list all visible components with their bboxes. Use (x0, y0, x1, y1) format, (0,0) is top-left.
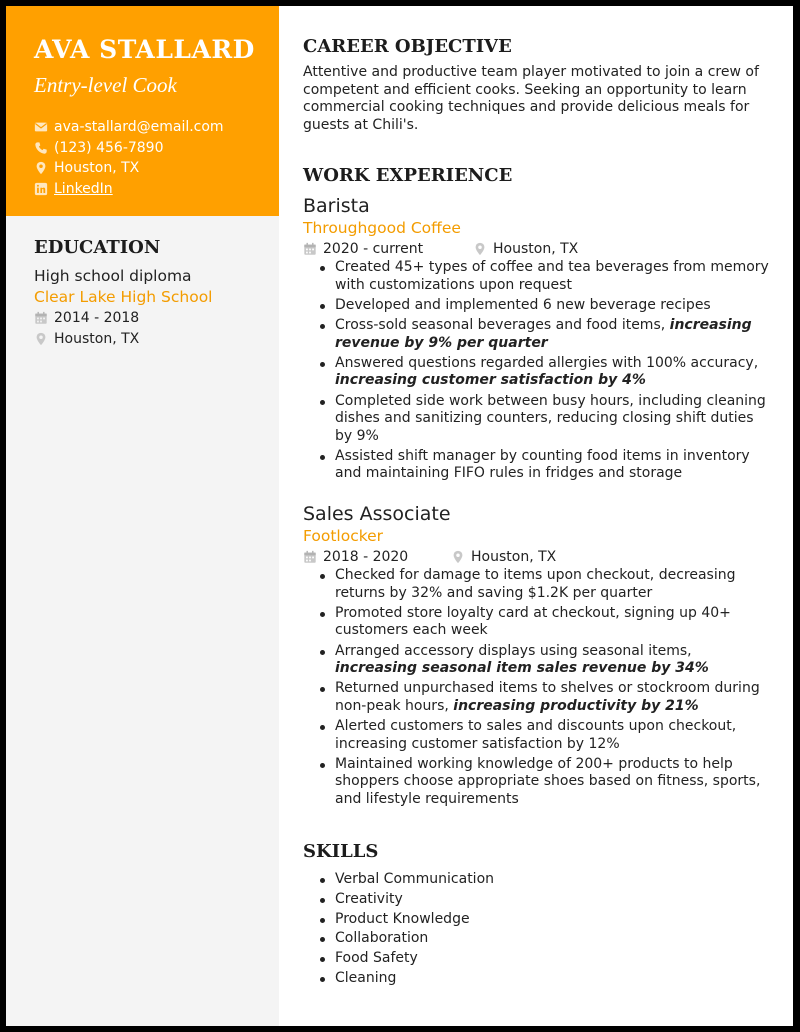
phone-text: (123) 456-7890 (54, 139, 164, 156)
list-item: Promoted store loyalty card at checkout, signing up 40+ customers each week (317, 605, 773, 640)
location-text: Houston, TX (54, 160, 140, 177)
job-title: Barista (303, 195, 370, 217)
list-item: Maintained working knowledge of 200+ products to help shoppers choose appropriate shoes based on fitness, sports, and lifestyle requirements (317, 756, 773, 809)
candidate-name: AVA STALLARD (34, 35, 255, 64)
map-pin-icon (473, 242, 487, 256)
education-dates-text: 2014 - 2018 (54, 310, 140, 327)
job-barista (303, 194, 773, 486)
list-item: Food Safety (317, 950, 773, 968)
list-item: Product Knowledge (317, 911, 773, 929)
job-location-text: Houston, TX (471, 549, 557, 565)
linkedin-link[interactable]: LinkedIn (54, 180, 113, 197)
education-location-text: Houston, TX (54, 330, 140, 347)
header-box (6, 6, 279, 216)
job-company: Footlocker (303, 527, 384, 545)
list-item: Collaboration (317, 930, 773, 948)
skills-section (303, 841, 773, 990)
map-pin-icon (34, 332, 48, 346)
job-dates-text: 2018 - 2020 (323, 549, 409, 565)
job-dates (303, 241, 473, 257)
resume-page (6, 6, 793, 1026)
skills-list (317, 871, 773, 987)
skills-title: SKILLS (303, 841, 379, 862)
sidebar (6, 6, 279, 1026)
list-item: Completed side work between busy hours, including cleaning dishes and sanitizing counters, reducing closing shift duties by 9% (317, 393, 773, 446)
list-item: Alerted customers to sales and discounts upon checkout, increasing customer satisfaction by 12% (317, 718, 773, 753)
experience-title: WORK EXPERIENCE (303, 165, 513, 186)
map-pin-icon (451, 550, 465, 564)
calendar-icon (303, 242, 317, 256)
education-degree: High school diploma (34, 267, 192, 285)
job-meta (303, 239, 773, 259)
job-location-text: Houston, TX (493, 241, 579, 257)
list-item: Created 45+ types of coffee and tea beverages from memory with customizations upon request (317, 259, 773, 294)
envelope-icon (34, 120, 48, 134)
candidate-role: Entry-level Cook (34, 73, 177, 97)
contact-email (34, 117, 279, 138)
linkedin-icon (34, 182, 48, 196)
contact-location (34, 158, 279, 179)
job-meta (303, 547, 773, 567)
calendar-icon (303, 550, 317, 564)
job-sales-associate (303, 502, 773, 811)
job-title: Sales Associate (303, 503, 451, 525)
calendar-icon (34, 311, 48, 325)
list-item: Assisted shift manager by counting food items in inventory and maintaining FIFO rules in fridges and storage (317, 448, 773, 483)
education-school: Clear Lake High School (34, 288, 213, 306)
job-dates-text: 2020 - current (323, 241, 424, 257)
job-bullets (317, 567, 773, 808)
objective-title: CAREER OBJECTIVE (303, 36, 512, 57)
list-item: Checked for damage to items upon checkout, decreasing returns by 32% and saving $1.2K per quarter (317, 567, 773, 602)
list-item: Returned unpurchased items to shelves or stockroom during non-peak hours, increasing productivity by 21% (317, 680, 773, 715)
list-item: Answered questions regarded allergies with 100% accuracy, increasing customer satisfaction by 4% (317, 355, 773, 390)
job-dates (303, 549, 451, 565)
job-location (473, 241, 578, 257)
contact-phone (34, 138, 279, 159)
contact-list (34, 117, 279, 199)
objective-text: Attentive and productive team player motivated to join a crew of competent and efficient cooks. Seeking an opportunity to learn commercial cooking techniques and provide delicious meals for guests at Chili's. (303, 64, 759, 133)
list-item: Developed and implemented 6 new beverage recipes (317, 297, 773, 315)
job-company: Throughgood Coffee (303, 219, 461, 237)
list-item: Verbal Communication (317, 871, 773, 889)
list-item: Creativity (317, 891, 773, 909)
list-item: Cross-sold seasonal beverages and food items, increasing revenue by 9% per quarter (317, 317, 773, 352)
email-text: ava-stallard@email.com (54, 119, 224, 136)
list-item: Arranged accessory displays using seasonal items, increasing seasonal item sales revenue by 34% (317, 643, 773, 678)
education-section (34, 237, 269, 349)
education-title: EDUCATION (34, 237, 161, 258)
job-location (451, 549, 556, 565)
job-bullets (317, 259, 773, 483)
contact-linkedin[interactable] (34, 179, 279, 200)
map-pin-icon (34, 161, 48, 175)
education-dates (34, 308, 269, 329)
list-item: Cleaning (317, 970, 773, 988)
phone-icon (34, 141, 48, 155)
education-location (34, 329, 269, 350)
